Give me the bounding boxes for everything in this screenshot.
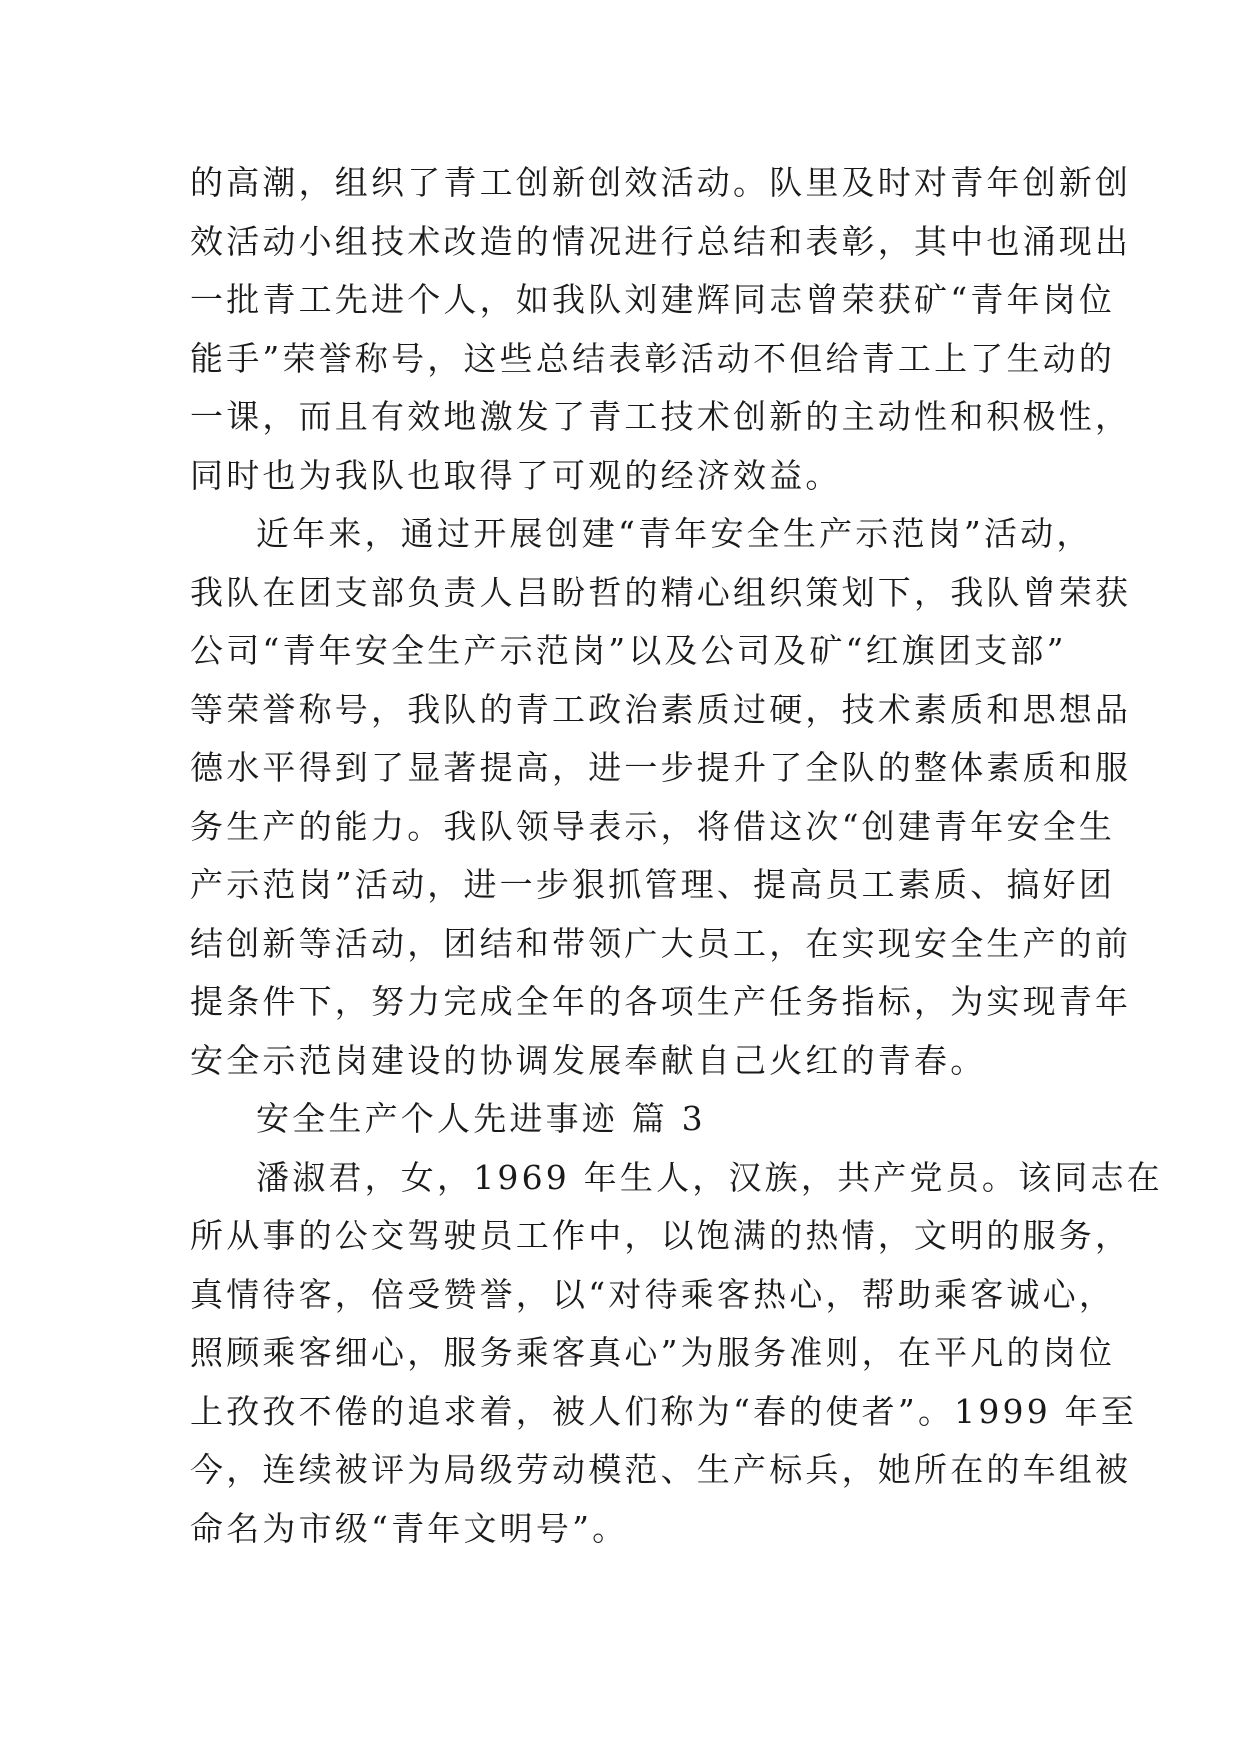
text-line: 一批青工先进个人，如我队刘建辉同志曾荣获矿“青年岗位 xyxy=(190,280,1116,319)
text-line: 产示范岗”活动，进一步狠抓管理、提高员工素质、搞好团 xyxy=(190,865,1116,904)
text-line: 所从事的公交驾驶员工作中，以饱满的热情，文明的服务， xyxy=(190,1216,1132,1255)
text-line: 同时也为我队也取得了可观的经济效益。 xyxy=(190,455,842,495)
text-line: 命名为市级“青年文明号”。 xyxy=(190,1508,629,1548)
text-line: 安全生产个人先进事迹 篇 3 xyxy=(256,1099,706,1138)
text-line: 德水平得到了显著提高，进一步提升了全队的整体素质和服 xyxy=(190,748,1132,787)
text-line: 我队在团支部负责人吕盼哲的精心组织策划下，我队曾荣获 xyxy=(190,572,1132,612)
text-line: 安全示范岗建设的协调发展奉献自己火红的青春。 xyxy=(190,1040,987,1080)
text-line: 的高潮，组织了青工创新创效活动。队里及时对青年创新创 xyxy=(190,163,1132,202)
text-line: 效活动小组技术改造的情况进行总结和表彰，其中也涌现出 xyxy=(190,221,1132,261)
text-line: 近年来，通过开展创建“青年安全生产示范岗”活动， xyxy=(256,514,1093,553)
text-line: 照顾乘客细心，服务乘客真心”为服务准则，在平凡的岗位 xyxy=(190,1333,1116,1372)
text-line: 能手”荣誉称号，这些总结表彰活动不但给青工上了生动的 xyxy=(190,338,1116,378)
text-line: 上孜孜不倦的追求着，被人们称为“春的使者”。1999 年至 xyxy=(190,1391,1138,1431)
text-line: 结创新等活动，团结和带领广大员工，在实现安全生产的前 xyxy=(190,923,1132,963)
text-line: 今，连续被评为局级劳动模范、生产标兵，她所在的车组被 xyxy=(190,1450,1132,1489)
text-line: 务生产的能力。我队领导表示，将借这次“创建青年安全生 xyxy=(190,806,1116,846)
text-line: 潘淑君，女，1969 年生人，汉族，共产党员。该同志在 xyxy=(256,1157,1163,1197)
text-line: 真情待客，倍受赞誉，以“对待乘客热心，帮助乘客诚心， xyxy=(190,1274,1116,1314)
document-body xyxy=(190,154,1163,1558)
text-line: 等荣誉称号，我队的青工政治素质过硬，技术素质和思想品 xyxy=(190,689,1132,729)
text-line: 一课，而且有效地激发了青工技术创新的主动性和积极性， xyxy=(190,397,1132,436)
text-line: 提条件下，努力完成全年的各项生产任务指标，为实现青年 xyxy=(190,982,1132,1021)
text-line: 公司“青年安全生产示范岗”以及公司及矿“红旗团支部” xyxy=(190,631,1067,670)
